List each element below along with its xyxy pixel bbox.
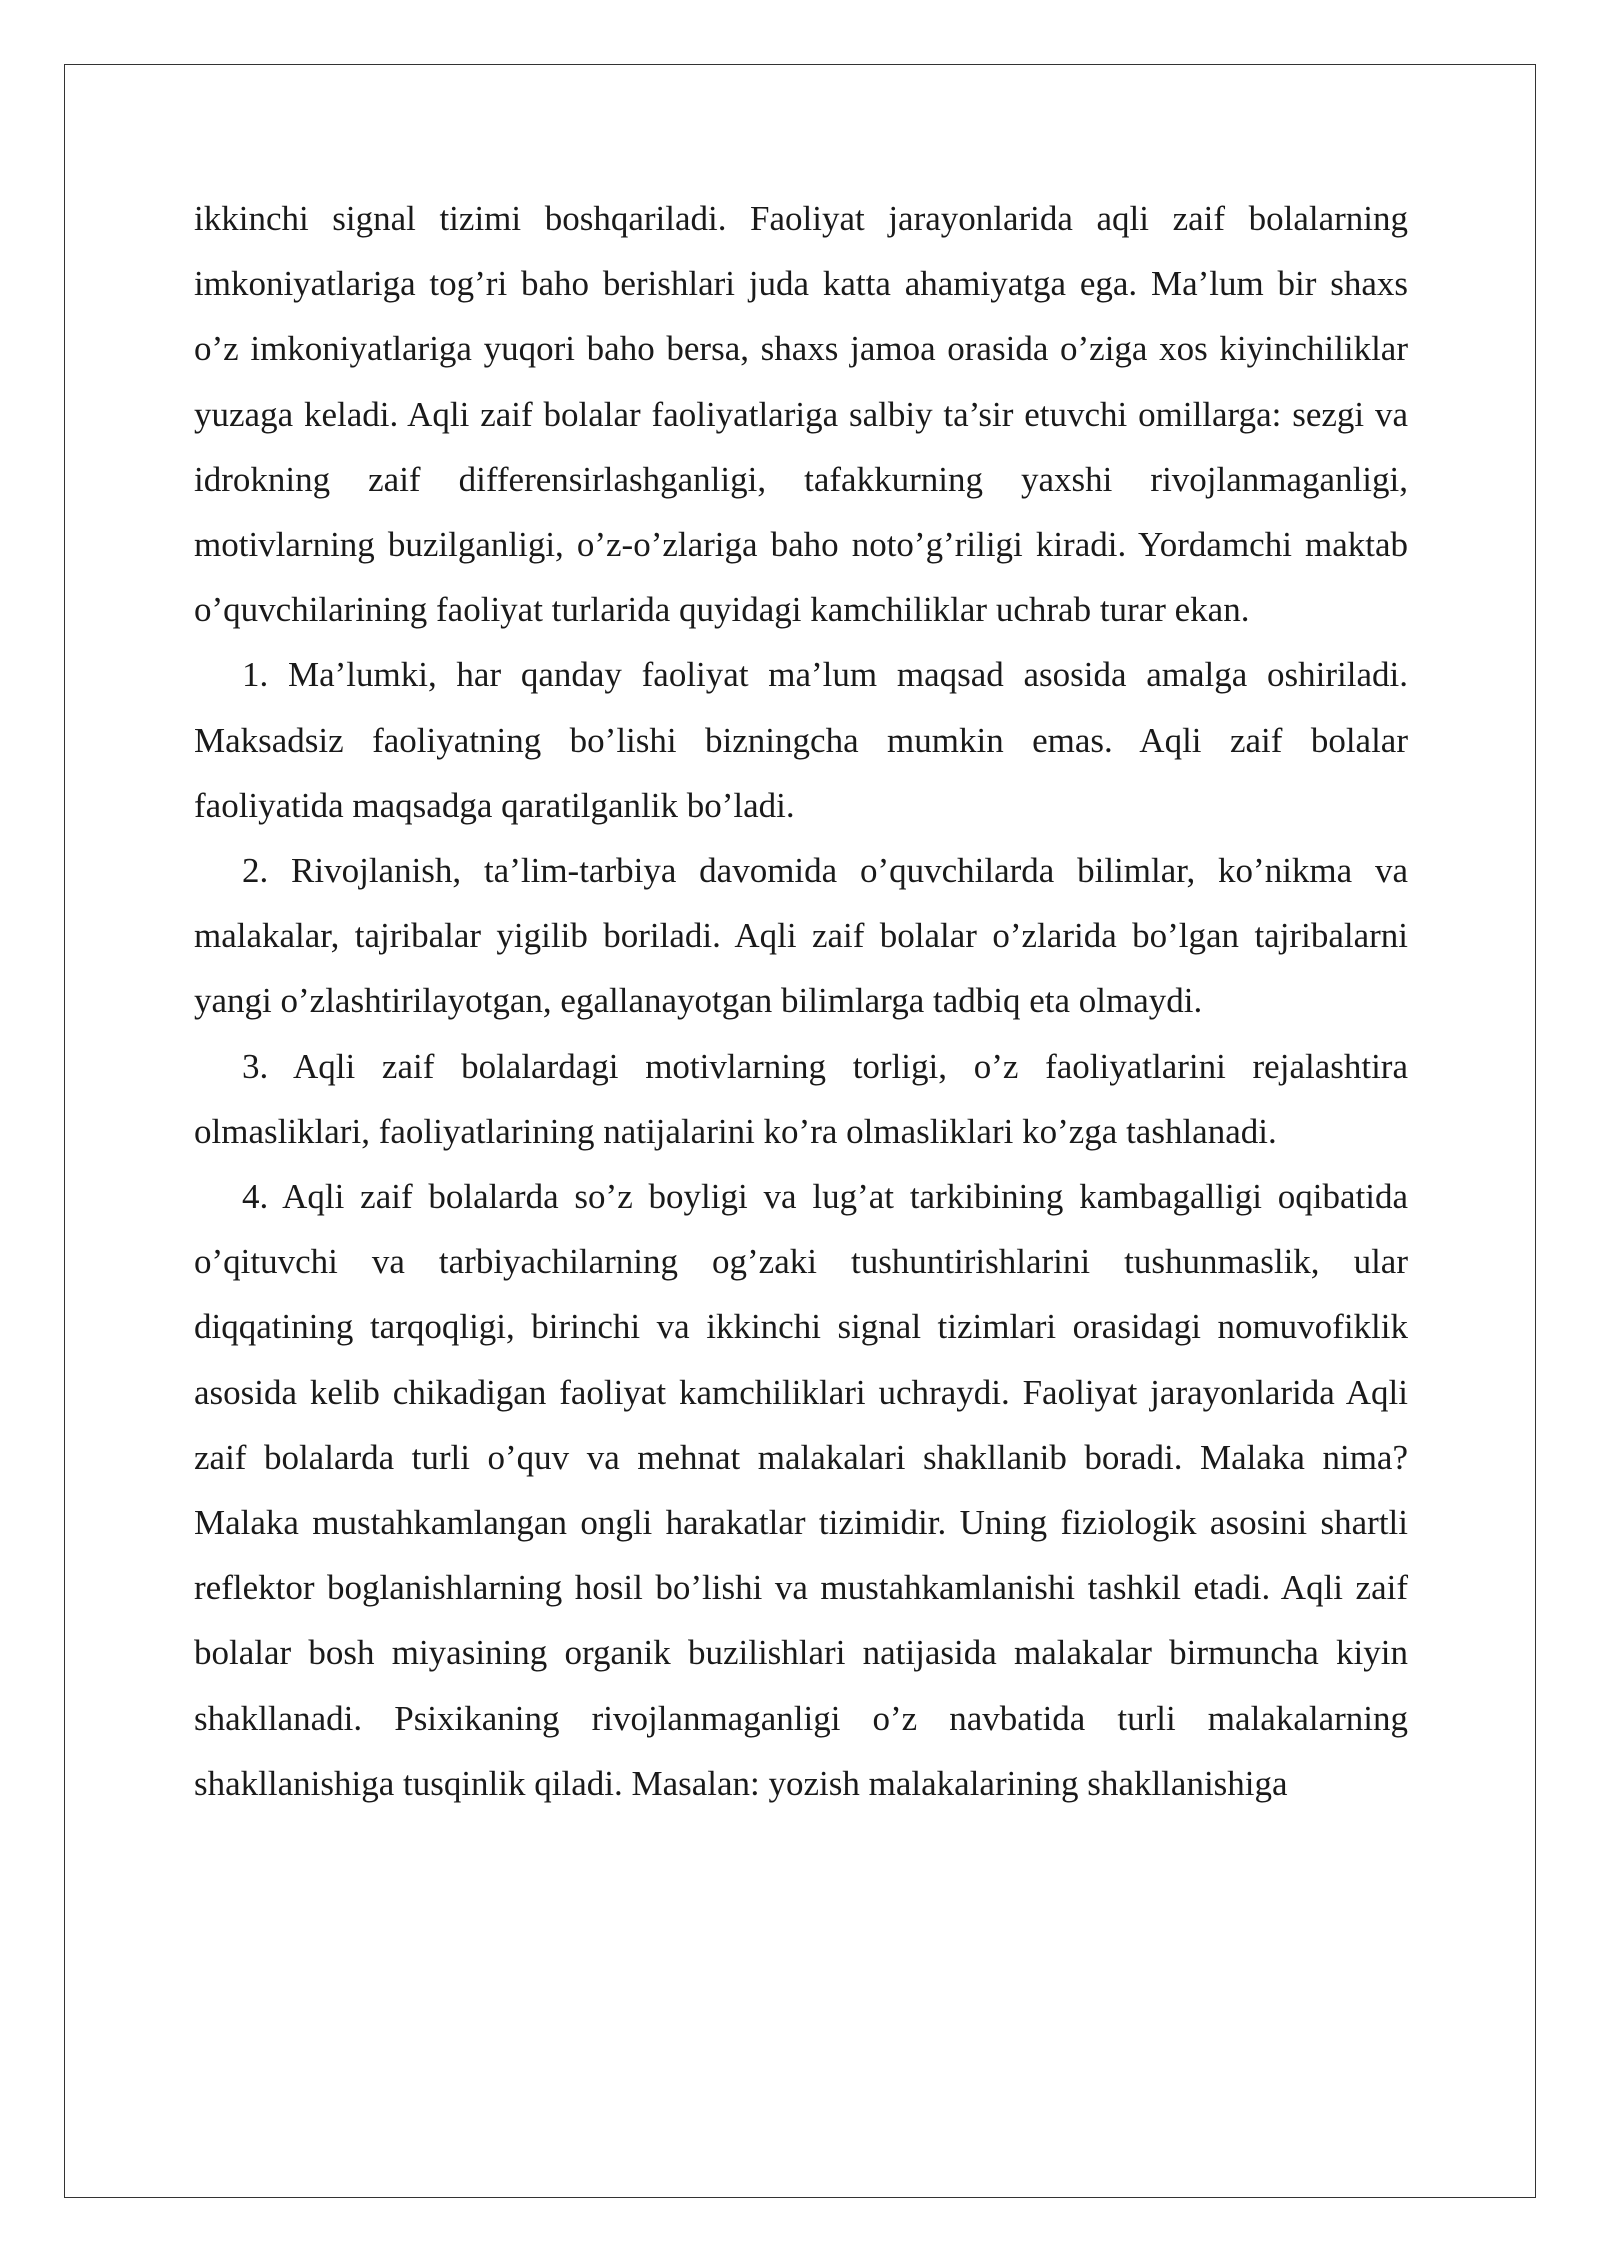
list-item-1: 1. Ma’lumki, har qanday faoliyat ma’lum maqsad asosida amalga oshiriladi. Maksadsiz faoliyatning bo’lishi bizningcha mumkin emas. Aqli zaif bolalar faoliyatida maqsadga qaratilganlik bo’ladi. <box>194 655 1408 825</box>
list-item-4: 4. Aqli zaif bolalarda so’z boyligi va lug’at tarkibining kambagalligi oqibatida o’qituvchi va tarbiyachilarning og’zaki tushuntirishlarini tushunmaslik, ular diqqatining tarqoqligi, birinchi va ikkinchi signal tizimlari orasidagi nomuvofiklik asosida kelib chikadigan faoliyat kamchiliklari uchraydi. Faoliyat jarayonlarida Aqli zaif bolalarda turli o’quv va mehnat malakalari shakllanib boradi. Malaka nima? Malaka mustahkamlangan ongli harakatlar tizimidir. Uning fiziologik asosini shartli reflektor boglanishlarning hosil bo’lishi va mustahkamlanishi tashkil etadi. Aqli zaif bolalar bosh miyasining organik buzilishlari natijasida malakalar birmuncha kiyin shakllanadi. Psixikaning rivojlanmaganligi o’z navbatida turli malakalarning shakllanishiga tusqinlik qiladi. Masalan: yozish malakalarining shakllanishiga <box>194 1177 1408 1803</box>
list-item-2: 2. Rivojlanish, ta’lim-tarbiya davomida o’quvchilarda bilimlar, ko’nikma va malakalar, tajribalar yigilib boriladi. Aqli zaif bolalar o’zlarida bo’lgan tajribalarni yangi o’zlashtirilayotgan, egallanayotgan bilimlarga tadbiq eta olmaydi. <box>194 851 1408 1021</box>
list-item-3: 3. Aqli zaif bolalardagi motivlarning torligi, o’z faoliyatlarini rejalashtira olmasliklari, faoliyatlarining natijalarini ko’ra olmasliklari ko’zga tashlanadi. <box>194 1046 1408 1151</box>
paragraph-intro: ikkinchi signal tizimi boshqariladi. Faoliyat jarayonlarida aqli zaif bolalarning imkoniyatlariga tog’ri baho berishlari juda katta ahamiyatga ega. Ma’lum bir shaxs o’z imkoniyatlariga yuqori baho bersa, shaxs jamoa orasida o’ziga xos kiyinchiliklar yuzaga keladi. Aqli zaif bolalar faoliyatlariga salbiy ta’sir etuvchi omillarga: sezgi va idrokning zaif differensirlashganligi, tafakkurning yaxshi rivojlanmaganligi, motivlarning buzilganligi, o’z-o’zlariga baho noto’g’riligi kiradi. Yordamchi maktab o’quvchilarining faoliyat turlarida quyidagi kamchiliklar uchrab turar ekan. <box>194 199 1408 630</box>
document-body <box>194 186 1408 1816</box>
